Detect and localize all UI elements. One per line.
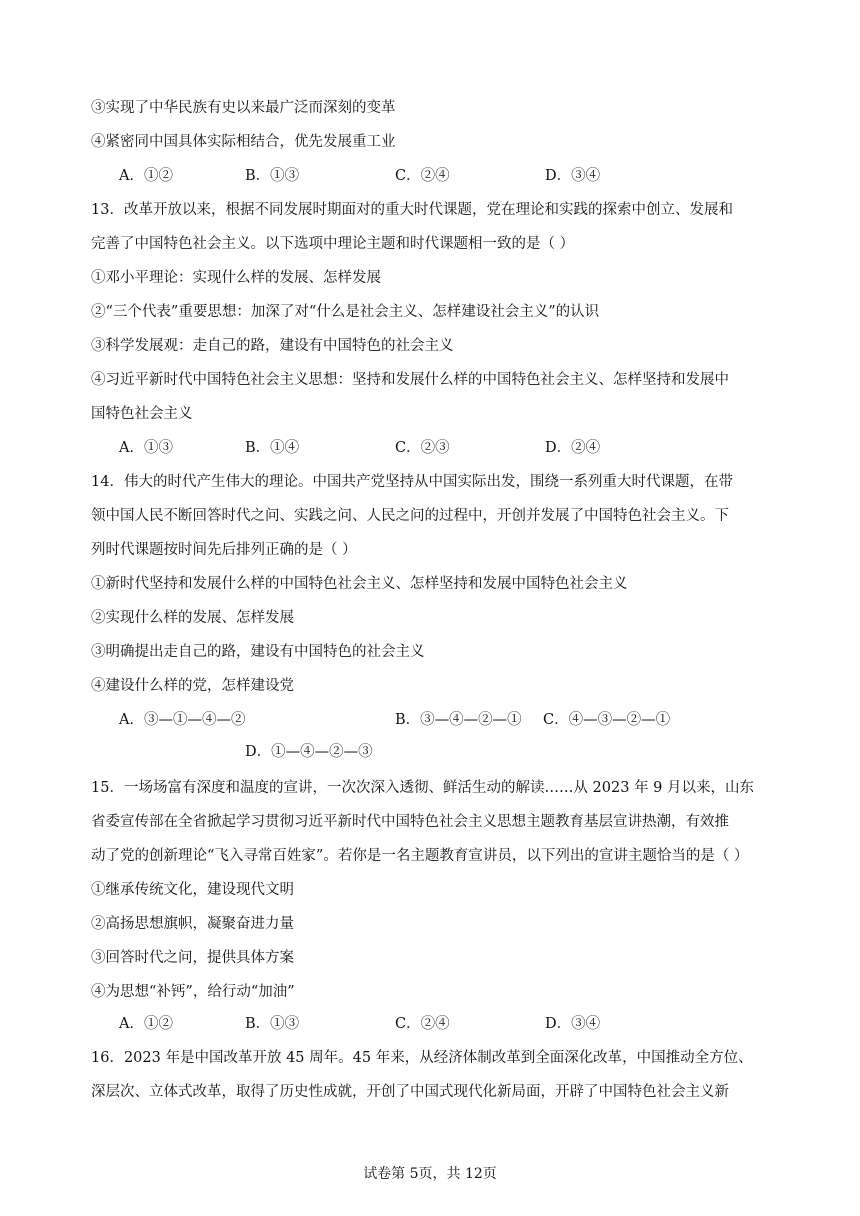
question-stem: 省委宣传部在全省掀起学习贯彻习近平新时代中国特色社会主义思想主题教育基层宣讲热潮，有效推	[91, 814, 729, 830]
option-b: B．①③	[245, 168, 300, 184]
question-item: ④建设什么样的党，怎样建设党	[91, 678, 294, 694]
option-c: C．②④	[395, 168, 450, 184]
question-item: ④习近平新时代中国特色社会主义思想：坚持和发展什么样的中国特色社会主义、怎样坚持和发展中	[91, 372, 729, 388]
question-stem: 15．一场场富有深度和温度的宣讲，一次次深入透彻、鲜活生动的解读……从 2023 年 9 月以来，山东	[91, 780, 755, 796]
question-stem: 14．伟大的时代产生伟大的理论。中国共产党坚持从中国实际出发，围绕一系列重大时代课题，在带	[91, 474, 733, 490]
question-stem: 动了党的创新理论“飞入寻常百姓家”。若你是一名主题教育宣讲员，以下列出的宣讲主题恰当的是（ ）	[91, 848, 749, 864]
question-stem: 列时代课题按时间先后排列正确的是（ ）	[91, 542, 357, 558]
option-a: A．①②	[119, 168, 173, 184]
option-d: D．①—④—②—③	[245, 744, 373, 760]
question-item: ③实现了中华民族有史以来最广泛而深刻的变革	[91, 100, 396, 116]
question-stem: 领中国人民不断回答时代之问、实践之问、人民之问的过程中，开创并发展了中国特色社会主义。下	[91, 508, 729, 524]
option-d: D．③④	[545, 168, 601, 184]
option-b: B．①③	[245, 1016, 300, 1032]
question-item: ②实现什么样的发展、怎样发展	[91, 610, 294, 626]
question-item: ④为思想“补钙”，给行动“加油”	[91, 984, 295, 1000]
question-item: ④紧密同中国具体实际相结合，优先发展重工业	[91, 134, 396, 150]
option-b: B．③—④—②—①	[395, 712, 522, 728]
question-item: ①邓小平理论：实现什么样的发展、怎样发展	[91, 270, 381, 286]
question-stem: 16．2023 年是中国改革开放 45 周年。45 年来，从经济体制改革到全面深化改革，中国推动全方位、	[91, 1050, 753, 1066]
question-item: ③科学发展观：走自己的路，建设有中国特色的社会主义	[91, 338, 454, 354]
option-a: A．①②	[119, 1016, 173, 1032]
question-stem: 完善了中国特色社会主义。以下选项中理论主题和时代课题相一致的是（ ）	[91, 236, 575, 252]
question-item: ②“三个代表”重要思想：加深了对“什么是社会主义、怎样建设社会主义”的认识	[91, 304, 600, 320]
option-c: C．④—③—②—①	[543, 712, 671, 728]
question-item: ②高扬思想旗帜，凝聚奋进力量	[91, 916, 294, 932]
option-a: A．③—①—④—②	[119, 712, 246, 728]
page-footer: 试卷第 5页，共 12页	[363, 1166, 497, 1182]
question-item: ①继承传统文化，建设现代文明	[91, 882, 294, 898]
option-d: D．②④	[545, 440, 601, 456]
question-stem: 深层次、立体式改革，取得了历史性成就，开创了中国式现代化新局面，开辟了中国特色社会主义新	[91, 1084, 729, 1100]
question-item: ③回答时代之问，提供具体方案	[91, 950, 294, 966]
option-c: C．②③	[395, 440, 450, 456]
option-a: A．①③	[119, 440, 173, 456]
option-c: C．②④	[395, 1016, 450, 1032]
option-b: B．①④	[245, 440, 300, 456]
question-item: 国特色社会主义	[91, 406, 193, 422]
question-item: ①新时代坚持和发展什么样的中国特色社会主义、怎样坚持和发展中国特色社会主义	[91, 576, 628, 592]
question-item: ③明确提出走自己的路，建设有中国特色的社会主义	[91, 644, 425, 660]
question-stem: 13．改革开放以来，根据不同发展时期面对的重大时代课题，党在理论和实践的探索中创立、发展和	[91, 202, 733, 218]
option-d: D．③④	[545, 1016, 601, 1032]
